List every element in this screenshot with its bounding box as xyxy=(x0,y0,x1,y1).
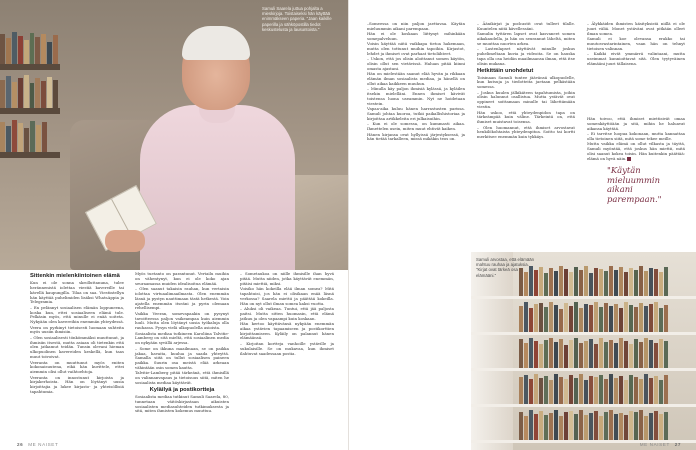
photo-caption: Samuli Saarela juttua pohjalta a mieskirjoja. Toistaiseksi hän käyttää enimmäkseen paperia. "Jaan kaikille paperilla ja sähköpostilla tiedot keskustelusta ja lausuntoista." xyxy=(262,6,332,32)
paragraph: – Älykkäiden ihmisten käsityksistä niillä ei ole juuri väliä. Monet ystäväni ovat pitkään olleet ilman somea. xyxy=(587,21,685,36)
page-number: 27 xyxy=(674,442,681,447)
paragraph: Voisin käyttää niitä vaikkapa tietoa hakemaan, mutta olen tottunut muihin tapoihin. Kirjastot, lehdet ja ihmiset ovat parhaat tietolähteet. xyxy=(367,41,465,57)
text-column-3 xyxy=(240,272,334,357)
paragraph: – Kaikki eivät ymmärrä valintaani, mutta useimmat kunnioittavat sitä. Olen tyytyväinen elämääni juuri tällaisena. xyxy=(587,51,685,66)
subheading: Hetkittäin unohdetut xyxy=(477,67,534,74)
paragraph: Hän ei ole koskaan liittynyt mihinkään somepalveluun. xyxy=(367,31,465,42)
paragraph: Vaikka Veeran, somevapaakin on pysynyt tavoitteessa paljon vaikeampaa kuin aiemmin luuli. Mutta olen löytänyt uusia työkaluja olla rauhassa. Pysyn vielä ulkopuolella asioista. xyxy=(135,310,229,331)
paragraph: Veeranta on innostunut kirjoista ja kirjakerhoista. Hän on löytänyt uusia kirjoittajia ja lukee kirjasto- ja yhteisöllisiä tapahtumia. xyxy=(30,374,124,395)
text-column-2 xyxy=(477,22,575,141)
paragraph: – Ei tarvitse luopua kokonaan, mutta kannattaa olla tietoinen siitä, mitä some tekee meille. xyxy=(587,131,685,141)
right-page xyxy=(348,0,696,450)
paragraph: Samuli ei koe olevansa erakko tai muutosvastarintainen, vaan hän on tehnyt tietoisen valinnan. xyxy=(587,36,685,51)
paragraph: – Olen huomannut, että ihmiset arvostavat henkilökohtaista yhteydenpitoa. Soitto tai kortti merkitsee enemmän kuin tykkäys. xyxy=(477,124,575,140)
page-footer xyxy=(640,442,684,447)
photo-caption: Samuli arvostaa, että elämään mahtuu rauhaa ja ajatuksia. "Kirjat ovat tärkeä osa elämääni." xyxy=(476,257,535,278)
end-mark-icon xyxy=(627,157,631,161)
paragraph: – En pelännyt sosiaalisen elämän loppuneena, koska kun, ettei sosiaaliseen elämä tule. Pelkäsin myös, että minulle ei enää soiteta. Nykyään olen kavereihin enemmän yhteydessä. xyxy=(30,304,124,325)
paragraph: – Äänikirjat ja podcastit ovat tulleet tilalle. Kuuntelen niitä kävellessäni. xyxy=(477,21,575,31)
text-column-1 xyxy=(367,22,465,143)
paragraph: – Some on ikkuna maailmaan, se on paikka jakaa, havaita, kuulua ja saada yhteyttä. Samalla siitä on tullut sosiaalisen paineen paikka. Suurin osa meistä elää arkeaan vähintään osin somen kautta. xyxy=(135,345,229,371)
text-column-1 xyxy=(30,272,124,395)
paragraph: Hän on mielestään saanut elää hyvän ja rikkaan elämän ilman sosiaalista mediaa, ja hänellä on ollut aikaa kaikkeen muuhun. xyxy=(367,71,465,87)
person-shirt xyxy=(140,105,295,270)
paragraph: Hän kertoo käyttävänsä nykyään enemmän aikaa ystävien tapaamiseen ja postikorttien kirjoittamiseen. Kyläily on palannut hänen elämäänsä. xyxy=(240,320,334,341)
paragraph: Talvitie-Lamberg pitää tärkeänä, että ihmisillä on valinnanvapaus ja tietoisuus siitä, miten he sosiaalista mediaa käyttävät. xyxy=(135,370,229,386)
paragraph: Sosiaalista mediaa tutkinut Samuli Saarela, 80, tunnetaan väitöskirjastaan aikuisten sosiaalisten mediasuhteiden tutkimuksesta ja sitä, miten ihmisten kokemus muuttuu. xyxy=(135,393,229,414)
page-footer xyxy=(14,442,58,447)
paragraph: –Someessa on niin paljon jaettavaa. Käytän mieluummin aikani parempaan. xyxy=(367,21,465,31)
person-hand xyxy=(105,230,145,252)
paragraph: Myös tuetanto on parantunut. Vertailu muihin on vähentynyt, kun ei ole koko ajan seuraamassa muiden idealisoitua elämää. xyxy=(135,271,229,286)
subheading: Kyläilyä ja postikortteja xyxy=(149,386,215,393)
magazine-name: ME NAISET xyxy=(639,442,670,447)
paragraph: – Sometaukoa on niille ihmisille ihan hyvä pitää. Mutta niiden, jotka käyttävät enemmän, pitäisi miettiä, miksi. xyxy=(240,271,334,286)
paragraph: – Minulla käy paljon ihmisiä kylässä, ja kyläilen itsekin mielelläni. Ennen ihmiset kävivät toistensa luona useammin. Nyt ne hoidetaan viestein. xyxy=(367,86,465,106)
text-column-2 xyxy=(135,272,229,415)
paragraph: – Olen sosiaalisesti tönkömmäksi muuttunut, ja ihmisiin itsestä, mutta asiaan oli tietenkin että olen jatkamut teidän. Tunsin olevani hieman ulkopuolinen kavereiden keskellä, kun taas muut toivoivat. xyxy=(30,334,124,360)
paragraph: – Kirjoitan kortteja vanhoille ystäville ja sukulaisille. Se on mukavaa, kun ihmiset ilahtuvat saadessaan postia. xyxy=(240,340,334,356)
paragraph: Veeranta on muuttunut myös eniten kokonaisuutena, eikä hän kuvittele, ettei aiemmin olisi ollut vaihtoehtoja. xyxy=(30,359,124,375)
paragraph: Kun ei ole sonna skrolluttanuna, tulee herännenistä iolettaa viestiä kavereille tai kävellä kaupungilla. Tilaa on saa. Viestintellyn hän käyttää puhelimiden lisäksi WhatsAppia ja Telegramia. xyxy=(30,280,124,305)
paragraph: Hän uskoo, että yhteydenpidon tapa on tärkeämpää kuin väline. Tärkeintä on, että ihmiset muistavat toisensa. xyxy=(477,109,575,125)
paragraph: Voisiko hän kokeilla elää ilman somea? Mitä tapahtuisi, jos hän ei olisikaan enää läsnä verkossa? Saarela miettii ja päättää kokeilla. Hän on nyt ollut ilman somea kaksi vuotta. xyxy=(240,286,334,306)
text-column-3 xyxy=(587,22,685,162)
page-number: 26 xyxy=(17,442,24,447)
paragraph: Mutta vaikka elämä on ollut vilkasta ja täyttä, Samuli myöntää, että joskus hän miettii, mitä olisi saanut kokea toisin. Hän kuitenkin päättää: elämä on hyvä näin. xyxy=(587,141,685,161)
paragraph: – Aluksi oli vaikeaa. Tuntui, että jää paljosta paitsi. Mutta sitten huomasin, että elämä jatkuu ja olen vapaampi kuin koskaan. xyxy=(240,305,334,321)
paragraph: Vapaa-aika kuluu hänen harrastusten parissa. Samuli johtaa kuoroa, tutkii paikallishistoriaa ja kirjoittaa artikkeleita eri julkaisuihin. xyxy=(367,106,465,122)
paragraph: Samulin tyttären lapset ovat kasvaneet somen aikakaudella, ja hän on seurannut läheltä, miten se muuttaa nuorten arkea. xyxy=(477,31,575,46)
paragraph: Veera on pyrkinyt tietoisesti luomaan suhteita myös uusiin ihmisiin. xyxy=(30,324,124,335)
magazine-name: ME NAISET xyxy=(28,442,59,447)
paragraph: – Olen saanut takaisin rauhan, kun vertaisin iolottaa virtuaalimaailmasta. Olen enemmän läsnä ja pystyn nauttimaan tästä hetkestä. Voin ajatella enemmän itseäni ja pyrin olemaan rehellisempi. xyxy=(135,286,229,311)
paragraph: – Uskon, että jos olisin aloittanut somen käytön, olisin ollut sen vietävissä. Haluan pitää kiinni omasta ajastani. xyxy=(367,56,465,72)
paragraph: Sosiaalista mediaa tutkineen Karoliina Talvitie-Lamberg on sitä mieltä, että sosiaalinen media on nykyään syvällä arjessa. xyxy=(135,330,229,346)
paragraph: Hän toivoo, että ihmiset miettisivät omaa somenkäyttöään ja sitä, mihin he haluavat aikansa käyttää. xyxy=(587,116,685,131)
portrait-photo xyxy=(0,0,348,270)
paragraph: – Lastenlapset näyttävät minulle joskus puhelimeltaan kuvia ja videoita. Se on hauska tapa olla osa heidän maailmaansa ilman, että itse olisin mukana. xyxy=(477,46,575,66)
paragraph: Toisinaan Samuli tuntee jäävänsä ulkopuolelle, kun kutsuja ja tiedotteita jaetaan pelkästään somessa. xyxy=(477,74,575,90)
pull-quote: "Käytän mieluummin aikani parempaan." xyxy=(607,165,662,204)
bookshelf-photo xyxy=(471,252,696,450)
paragraph: – Kun ei ole somessa, on kummasti aikaa. Ihmettelen usein, miten muut ehtivät kaiken. xyxy=(367,121,465,132)
person-hair xyxy=(182,26,250,60)
section-heading: Sittenkin mielenkiintoinen elämä xyxy=(30,273,120,279)
paragraph: Hänen kirjansa ovat hyllyissä järjestyksessä, ja hän tietää tarkalleen, missä mikäkin teos on. xyxy=(367,131,465,142)
paragraph: – Joskus kuulen jälkikäteen tapahtumista, joihin olisin halunnut osallistua. Mutta ystävät ovat oppineet soittamaan minulle tai lähettämään viestin. xyxy=(477,89,575,110)
